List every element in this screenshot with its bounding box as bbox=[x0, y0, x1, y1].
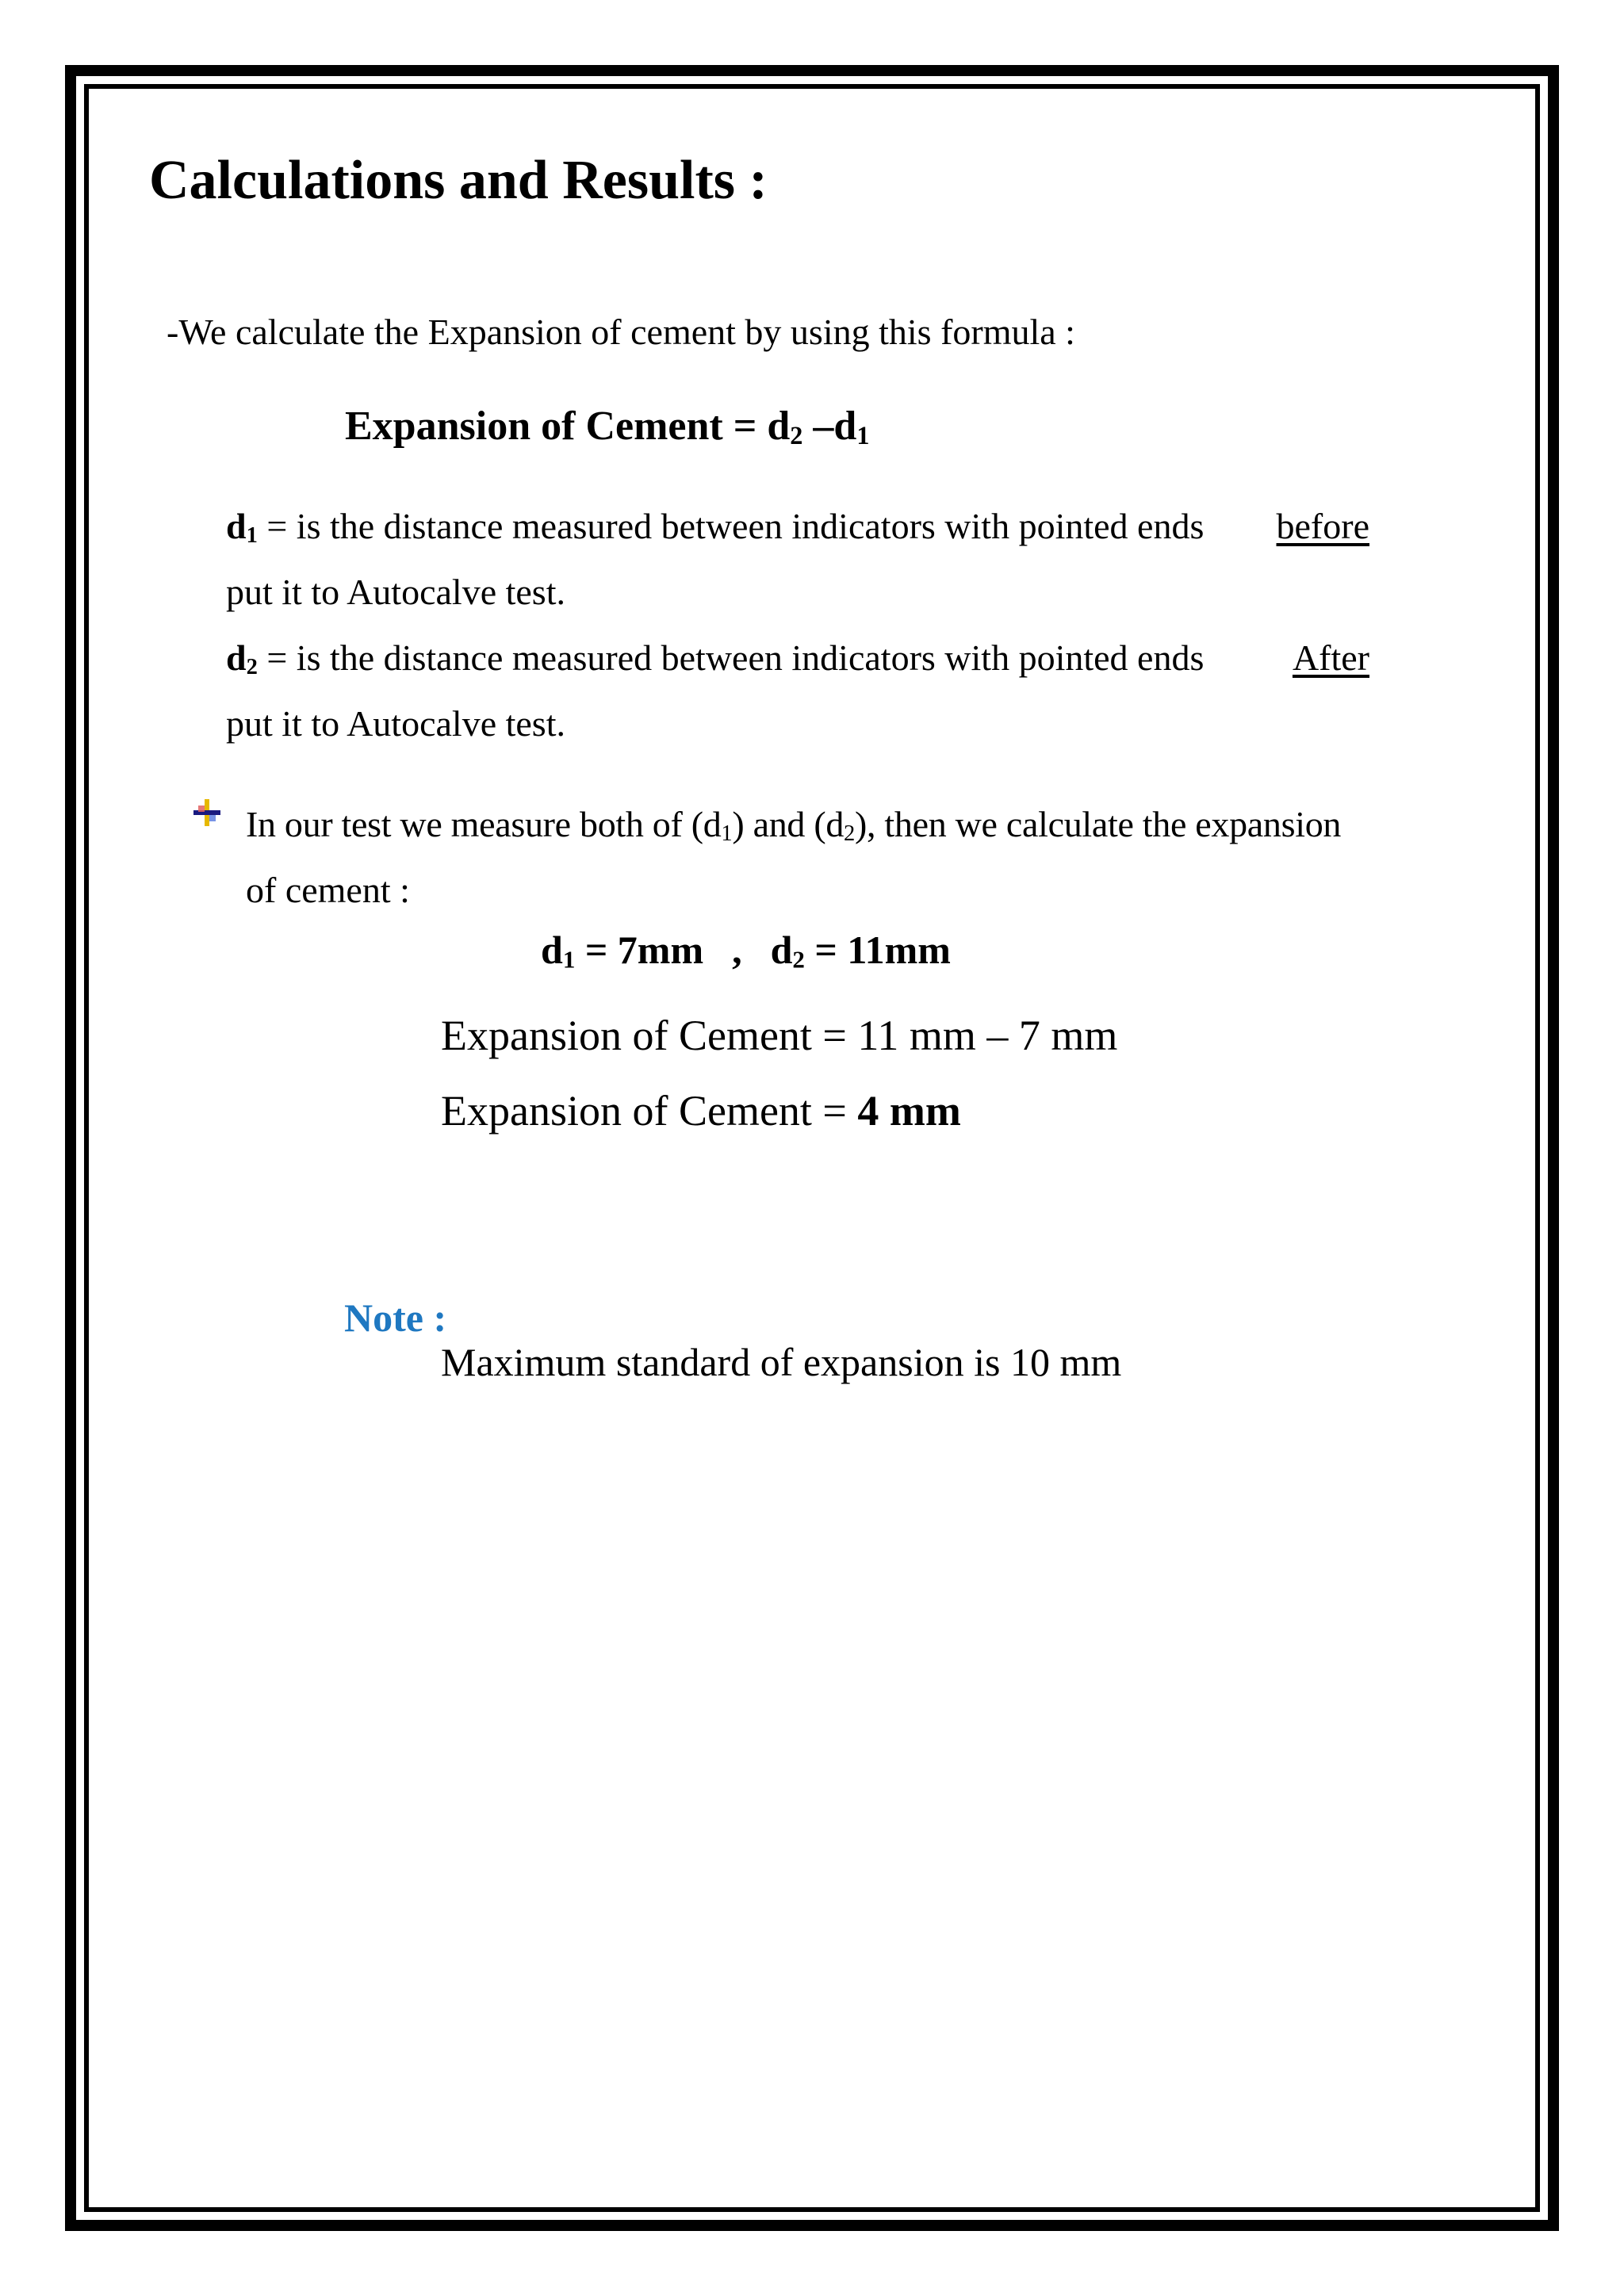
d1-emphasis: before bbox=[1276, 506, 1369, 546]
bullet-text: In our test we measure both of $(d_1)$ and $(d_2)$, then we calculate the expansion bbox=[246, 804, 1342, 847]
bullet-text-cont: of cement : bbox=[246, 870, 410, 910]
calculation-line-2: Expansion of Cement = 4 mm bbox=[441, 1087, 961, 1135]
section-title: Calculations and Results : bbox=[149, 150, 768, 211]
variable-definitions bbox=[226, 493, 1369, 756]
formula-mid: –d bbox=[802, 404, 857, 449]
expansion-formula bbox=[345, 400, 869, 453]
definition-d1 bbox=[226, 493, 1369, 559]
note-text: Maximum standard of expansion is 10 mm bbox=[441, 1340, 1122, 1384]
d1-var: $d_1$ bbox=[226, 506, 258, 549]
formula-sub-b: 1 bbox=[856, 420, 870, 450]
d2-text: = is the distance measured between indicators with pointed ends bbox=[257, 637, 1205, 678]
values-separator: , bbox=[732, 928, 742, 972]
note-label: Note : bbox=[344, 1295, 447, 1340]
d2-var: $d_2$ bbox=[226, 637, 258, 680]
d2-value: $d_2 = 11mm$ bbox=[770, 928, 951, 974]
d1-value: $d_1 = 7mm$ bbox=[541, 928, 704, 974]
bullet-cross-icon bbox=[193, 799, 220, 826]
definition-d2 bbox=[226, 625, 1369, 691]
d2-emphasis: After bbox=[1292, 637, 1369, 678]
d1-text: = is the distance measured between indicators with pointed ends bbox=[257, 506, 1205, 546]
measured-values bbox=[541, 924, 951, 975]
formula-lhs: Expansion of Cement = d bbox=[345, 404, 791, 449]
definition-d1-cont: put it to Autocalve test. bbox=[226, 572, 565, 612]
intro-text: -We calculate the Expansion of cement by using this formula : bbox=[167, 312, 1075, 352]
definition-d2-cont: put it to Autocalve test. bbox=[226, 703, 565, 744]
formula-sub-a: 2 bbox=[790, 420, 803, 450]
calculation-line-1: Expansion of Cement = 11 mm – 7 mm bbox=[441, 1012, 1118, 1059]
calculation-result: 4 mm bbox=[857, 1087, 961, 1135]
